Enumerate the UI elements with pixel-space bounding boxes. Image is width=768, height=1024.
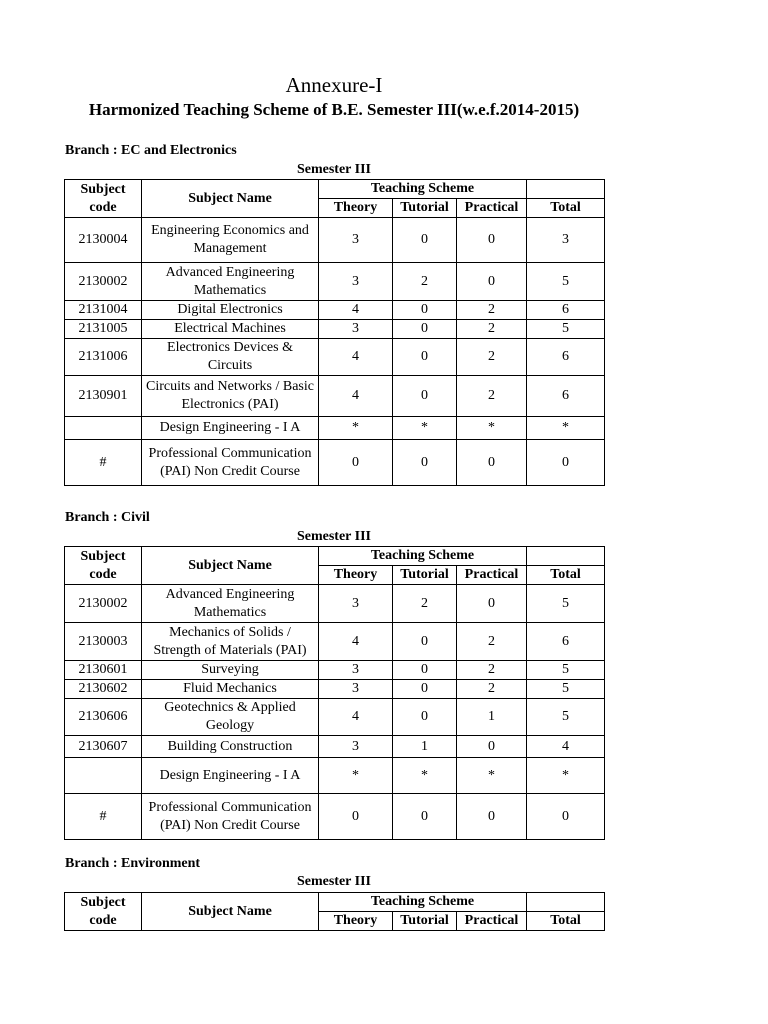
header-blank [527, 893, 605, 912]
header-tutorial: Tutorial [393, 912, 457, 931]
header-practical: Practical [457, 199, 527, 218]
subject-code [65, 758, 142, 794]
total-value: 6 [527, 339, 605, 376]
table-row [65, 794, 605, 840]
theory-value: 4 [319, 301, 393, 320]
theory-value: 0 [319, 440, 393, 486]
page-subtitle: Harmonized Teaching Scheme of B.E. Semester III(w.e.f.2014-2015) [88, 100, 580, 119]
total-value: * [527, 417, 605, 440]
header-practical: Practical [457, 912, 527, 931]
practical-value: 2 [457, 680, 527, 699]
subject-code: 2130602 [65, 680, 142, 699]
header-blank [527, 180, 605, 199]
tutorial-value: 0 [393, 623, 457, 661]
table-row [65, 263, 605, 301]
tutorial-value: 0 [393, 794, 457, 840]
table-row [65, 585, 605, 623]
practical-value: 2 [457, 320, 527, 339]
practical-value: 0 [457, 794, 527, 840]
subject-name: Electrical Machines [142, 320, 319, 339]
tutorial-value: 0 [393, 218, 457, 263]
practical-value: 2 [457, 623, 527, 661]
total-value: 6 [527, 301, 605, 320]
subject-name: Mechanics of Solids / Strength of Materials (PAI) [142, 623, 319, 661]
table-row [65, 417, 605, 440]
subject-code: 2130004 [65, 218, 142, 263]
header-subject-code: Subject code [65, 547, 142, 585]
header-theory: Theory [319, 199, 393, 218]
tutorial-value: 0 [393, 320, 457, 339]
subject-name: Digital Electronics [142, 301, 319, 320]
header-total: Total [527, 912, 605, 931]
total-value: 5 [527, 699, 605, 736]
total-value: 6 [527, 376, 605, 417]
subject-code: 2131005 [65, 320, 142, 339]
practical-value: 0 [457, 440, 527, 486]
subject-code: 2130003 [65, 623, 142, 661]
header-tutorial: Tutorial [393, 566, 457, 585]
tutorial-value: 2 [393, 585, 457, 623]
table-row [65, 339, 605, 376]
subject-name: Design Engineering - I A [142, 758, 319, 794]
table-row [65, 301, 605, 320]
subject-name: Advanced Engineering Mathematics [142, 585, 319, 623]
practical-value: 2 [457, 661, 527, 680]
total-value: * [527, 758, 605, 794]
subject-code: 2130002 [65, 263, 142, 301]
practical-value: 0 [457, 736, 527, 758]
subject-name: Building Construction [142, 736, 319, 758]
scheme-table-environment [64, 892, 605, 931]
total-value: 5 [527, 263, 605, 301]
practical-value: 0 [457, 218, 527, 263]
header-total: Total [527, 566, 605, 585]
subject-name: Professional Communication (PAI) Non Credit Course [142, 794, 319, 840]
subject-code: # [65, 794, 142, 840]
theory-value: * [319, 417, 393, 440]
table-row [65, 699, 605, 736]
header-tutorial: Tutorial [393, 199, 457, 218]
tutorial-value: 0 [393, 440, 457, 486]
theory-value: 3 [319, 736, 393, 758]
tutorial-value: * [393, 417, 457, 440]
subject-code: # [65, 440, 142, 486]
tutorial-value: 1 [393, 736, 457, 758]
subject-name: Electronics Devices & Circuits [142, 339, 319, 376]
tutorial-value: 0 [393, 699, 457, 736]
theory-value: 4 [319, 376, 393, 417]
subject-name: Surveying [142, 661, 319, 680]
practical-value: 0 [457, 263, 527, 301]
subject-code: 2130606 [65, 699, 142, 736]
theory-value: 0 [319, 794, 393, 840]
header-blank [527, 547, 605, 566]
header-subject-code: Subject code [65, 893, 142, 931]
scheme-table-ec [64, 179, 605, 486]
header-theory: Theory [319, 566, 393, 585]
practical-value: 0 [457, 585, 527, 623]
total-value: 0 [527, 794, 605, 840]
theory-value: 4 [319, 699, 393, 736]
tutorial-value: 0 [393, 661, 457, 680]
semester-label-environment: Semester III [296, 874, 371, 889]
theory-value: 3 [319, 585, 393, 623]
total-value: 5 [527, 320, 605, 339]
table-row [65, 440, 605, 486]
subject-code: 2131006 [65, 339, 142, 376]
total-value: 0 [527, 440, 605, 486]
header-total: Total [527, 199, 605, 218]
branch-label-civil: Branch : Civil [65, 510, 150, 525]
tutorial-value: 0 [393, 376, 457, 417]
practical-value: 1 [457, 699, 527, 736]
subject-code: 2130607 [65, 736, 142, 758]
subject-name: Design Engineering - I A [142, 417, 319, 440]
semester-label-civil: Semester III [296, 529, 371, 544]
scheme-table-civil [64, 546, 605, 840]
table-row [65, 320, 605, 339]
branch-label-environment: Branch : Environment [65, 856, 201, 871]
subject-name: Professional Communication (PAI) Non Credit Course [142, 440, 319, 486]
header-subject-name: Subject Name [142, 547, 319, 585]
header-theory: Theory [319, 912, 393, 931]
subject-name: Geotechnics & Applied Geology [142, 699, 319, 736]
header-subject-name: Subject Name [142, 893, 319, 931]
practical-value: 2 [457, 376, 527, 417]
table-row [65, 661, 605, 680]
header-teaching-scheme: Teaching Scheme [319, 547, 527, 566]
subject-code: 2130601 [65, 661, 142, 680]
header-teaching-scheme: Teaching Scheme [319, 893, 527, 912]
total-value: 5 [527, 585, 605, 623]
table-row [65, 218, 605, 263]
practical-value: * [457, 417, 527, 440]
subject-code: 2131004 [65, 301, 142, 320]
subject-code: 2130901 [65, 376, 142, 417]
tutorial-value: * [393, 758, 457, 794]
table-row [65, 376, 605, 417]
subject-code: 2130002 [65, 585, 142, 623]
theory-value: 4 [319, 623, 393, 661]
header-practical: Practical [457, 566, 527, 585]
semester-label-ec: Semester III [296, 162, 371, 177]
page-title: Annexure-I [285, 73, 383, 97]
total-value: 6 [527, 623, 605, 661]
total-value: 4 [527, 736, 605, 758]
total-value: 5 [527, 661, 605, 680]
subject-name: Engineering Economics and Management [142, 218, 319, 263]
theory-value: 4 [319, 339, 393, 376]
theory-value: 3 [319, 680, 393, 699]
practical-value: 2 [457, 301, 527, 320]
header-subject-code: Subject code [65, 180, 142, 218]
subject-code [65, 417, 142, 440]
header-subject-name: Subject Name [142, 180, 319, 218]
theory-value: 3 [319, 661, 393, 680]
theory-value: 3 [319, 320, 393, 339]
practical-value: 2 [457, 339, 527, 376]
subject-name: Advanced Engineering Mathematics [142, 263, 319, 301]
theory-value: * [319, 758, 393, 794]
table-row [65, 736, 605, 758]
tutorial-value: 2 [393, 263, 457, 301]
table-row [65, 680, 605, 699]
branch-label-ec: Branch : EC and Electronics [65, 143, 237, 158]
table-row [65, 623, 605, 661]
tutorial-value: 0 [393, 301, 457, 320]
theory-value: 3 [319, 218, 393, 263]
practical-value: * [457, 758, 527, 794]
table-row [65, 758, 605, 794]
total-value: 5 [527, 680, 605, 699]
total-value: 3 [527, 218, 605, 263]
subject-name: Circuits and Networks / Basic Electronics (PAI) [142, 376, 319, 417]
tutorial-value: 0 [393, 680, 457, 699]
tutorial-value: 0 [393, 339, 457, 376]
theory-value: 3 [319, 263, 393, 301]
header-teaching-scheme: Teaching Scheme [319, 180, 527, 199]
subject-name: Fluid Mechanics [142, 680, 319, 699]
